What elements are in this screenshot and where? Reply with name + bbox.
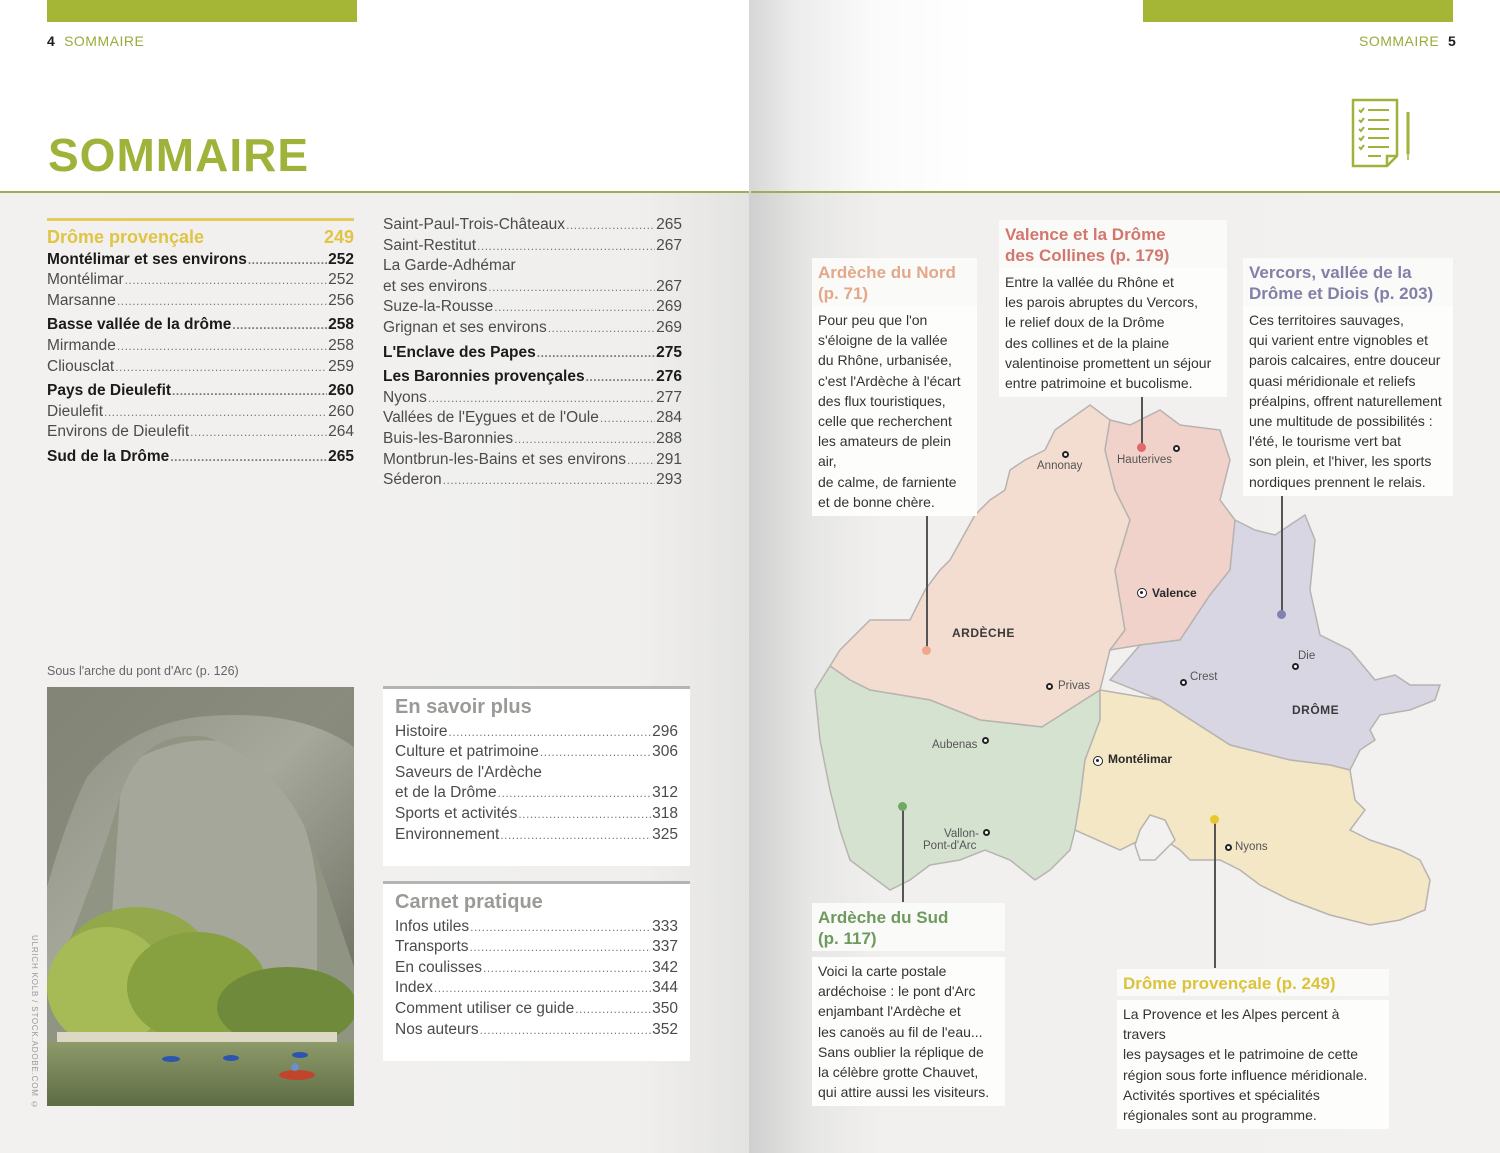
city-marker (1062, 451, 1069, 458)
callout-text-line: parois calcaires, entre douceur (1249, 352, 1441, 369)
toc-entry[interactable] (395, 742, 678, 763)
toc-entry-page: 337 (652, 938, 678, 956)
callout-text-line: du Rhône, urbanisée, (818, 352, 952, 369)
toc-entry-page: 260 (328, 382, 354, 400)
leader-line (1141, 395, 1143, 447)
dot-leader (470, 937, 652, 958)
callout-title-line: Vercors, vallée de la (1249, 263, 1412, 282)
callout-text-line: régionales sont au programme. (1123, 1107, 1317, 1124)
city-crest: Crest (1190, 671, 1218, 683)
dot-leader (494, 297, 655, 318)
toc-entry-page: 350 (652, 999, 678, 1017)
toc-entry[interactable] (47, 447, 354, 468)
dot-leader (170, 447, 327, 468)
toc-entry-label: Saveurs de l'Ardèche (395, 763, 542, 781)
callout-vercors[interactable] (1243, 258, 1453, 496)
dot-leader (627, 450, 655, 471)
callout-title (812, 258, 977, 306)
toc-entry-page: 306 (652, 743, 678, 761)
toc-column-1 (47, 218, 354, 468)
callout-text-line: ardéchoise : le pont d'Arc (818, 983, 976, 1000)
toc-entry-page: 269 (656, 318, 682, 336)
city-nyons: Nyons (1235, 841, 1268, 853)
toc-entry-page: 333 (652, 917, 678, 935)
dot-leader (477, 236, 655, 257)
callout-drome-provencale[interactable] (1117, 969, 1389, 1129)
callout-body (999, 268, 1227, 397)
toc-entry-label: En coulisses (395, 958, 483, 976)
photo-illustration (47, 687, 354, 1106)
toc-entry[interactable] (47, 357, 354, 378)
callout-text-line: Voici la carte postale (818, 963, 947, 979)
dot-leader (104, 402, 327, 423)
city-privas: Privas (1058, 680, 1090, 692)
toc-entry[interactable] (47, 336, 354, 357)
callout-title-line: Drôme et Diois (p. 203) (1249, 284, 1434, 303)
toc-entry[interactable] (383, 388, 682, 409)
toc-entry[interactable] (395, 978, 678, 999)
toc-entry[interactable] (47, 270, 354, 291)
toc-entry-page: 252 (328, 250, 354, 268)
toc-entry-label: Les Baronnies provençales (383, 368, 585, 386)
dot-leader (480, 1020, 652, 1041)
callout-text-line: valentinoise promettent un séjour (1005, 354, 1212, 371)
toc-entry-label: Cliousclat (47, 357, 115, 375)
toc-entry[interactable] (383, 318, 682, 339)
map-label-ardeche: ARDÈCHE (952, 626, 1015, 640)
callout-body (1243, 306, 1453, 496)
toc-entry-page: 277 (656, 388, 682, 406)
toc-entry-page: 325 (652, 825, 678, 843)
leader-line (1281, 492, 1283, 614)
callout-body (812, 957, 1005, 1106)
toc-entry[interactable] (383, 429, 682, 450)
leader-line (902, 807, 904, 902)
toc-entry[interactable] (395, 804, 678, 825)
toc-entry-label: L'Enclave des Papes (383, 343, 536, 361)
page-title: SOMMAIRE (48, 129, 309, 181)
city-marker (983, 829, 990, 836)
toc-entry-label: Buis-les-Baronnies (383, 429, 514, 447)
callout-text-line: la célèbre grotte Chauvet, (818, 1064, 979, 1081)
dot-leader (125, 270, 327, 291)
toc-column-2 (383, 215, 682, 491)
toc-entry[interactable] (383, 236, 682, 257)
dot-leader (470, 917, 651, 938)
city-aubenas: Aubenas (932, 739, 978, 751)
city-marker (982, 737, 989, 744)
prefecture-marker (1137, 588, 1147, 598)
toc-entry[interactable] (395, 937, 678, 958)
callout-text-line: préalpins, offrent naturellement (1249, 392, 1442, 409)
toc-list (47, 250, 354, 468)
callout-title-line: (p. 71) (818, 284, 869, 303)
toc-entry-label: Saint-Restitut (383, 236, 477, 254)
callout-text-line: nordiques prennent le relais. (1249, 473, 1426, 490)
callout-text-line: des flux touristiques, (818, 392, 946, 409)
callout-text-line: des collines et de la plaine (1005, 334, 1170, 351)
dot-leader (232, 315, 327, 336)
toc-entry-page: 318 (652, 804, 678, 822)
toc-entry-page: 265 (656, 216, 682, 233)
toc-entry-label: Suze-la-Rousse (383, 298, 494, 316)
toc-entry[interactable] (395, 783, 678, 804)
pin-valence (1137, 443, 1146, 452)
toc-entry[interactable] (395, 999, 678, 1020)
callout-title-line: des Collines (p. 179) (1005, 246, 1170, 265)
toc-entry-page: 352 (652, 1020, 678, 1038)
toc-entry-page: 342 (652, 958, 678, 976)
toc-entry-label: Histoire (395, 722, 448, 740)
en-savoir-plus-title: En savoir plus (395, 696, 532, 718)
toc-entry-label: Infos utiles (395, 917, 470, 935)
callout-text-line: région sous forte influence méridionale. (1123, 1066, 1368, 1083)
toc-entry-page: 296 (652, 722, 678, 740)
callout-text-line: Entre la vallée du Rhône et (1005, 274, 1174, 290)
city-montelimar: Montélimar (1108, 752, 1173, 766)
left-page (0, 0, 749, 1153)
toc-entry-label: Mirmande (47, 336, 116, 354)
toc-entry-label: Pays de Dieulefit (47, 382, 172, 400)
toc-entry[interactable] (47, 381, 354, 402)
toc-entry-label: Index (395, 979, 433, 997)
callout-ardeche-nord[interactable] (812, 258, 977, 516)
dot-leader (248, 250, 327, 271)
toc-entry-page: 269 (656, 298, 682, 316)
callout-text-line: une multitude de possibilités : (1249, 413, 1433, 430)
dot-leader (190, 422, 327, 443)
toc-entry[interactable] (47, 250, 354, 271)
city-marker (1292, 663, 1299, 670)
dot-leader (428, 388, 655, 409)
toc-entry-page: 256 (328, 291, 354, 309)
callout-text-line: le relief doux de la Drôme (1005, 314, 1165, 331)
toc-entry[interactable] (383, 297, 682, 318)
pin-drome-provencale (1210, 815, 1219, 824)
callout-text-line: entre patrimoine et bucolisme. (1005, 375, 1193, 392)
toc-entry-page: 276 (656, 368, 682, 386)
city-vallon: Vallon- (944, 828, 979, 840)
toc-entry[interactable] (383, 343, 682, 364)
toc-entry-page: 259 (328, 357, 354, 375)
callout-title-line: Ardèche du Sud (818, 908, 949, 927)
toc-entry-label: Grignan et ses environs (383, 318, 547, 336)
en-savoir-plus-list (395, 722, 678, 846)
dot-leader (434, 978, 651, 999)
dot-leader (566, 215, 655, 236)
toc-entry[interactable] (383, 450, 682, 471)
toc-entry[interactable] (383, 215, 682, 236)
dot-leader (488, 277, 655, 298)
city-annonay: Annonay (1037, 460, 1083, 472)
callout-text-line: enjambant l'Ardèche et (818, 1003, 961, 1020)
toc-entry-page: 293 (656, 471, 682, 489)
toc-entry-page: 258 (328, 336, 354, 354)
toc-entry-label: Montbrun-les-Bains et ses environs (383, 450, 626, 468)
callout-title-line: Drôme provençale (p. 249) (1123, 974, 1336, 993)
carnet-pratique-box (383, 881, 690, 1061)
toc-entry-label: Basse vallée de la drôme (47, 316, 232, 334)
callout-text-line: c'est l'Ardèche à l'écart (818, 372, 961, 389)
prefecture-marker (1093, 756, 1103, 766)
callout-title (1117, 969, 1389, 996)
callout-text-line: et de bonne chère. (818, 493, 935, 510)
toc-entry-label: Environnement (395, 825, 500, 843)
toc-entry-label: Dieulefit (47, 402, 103, 420)
toc-entry-label: Transports (395, 938, 469, 956)
callout-title-line: Valence et la Drôme (1005, 225, 1166, 244)
toc-entry[interactable] (383, 256, 682, 277)
callout-text-line: qui attire aussi les visiteurs. (818, 1084, 990, 1101)
toc-list (383, 215, 682, 491)
callout-title (1243, 258, 1453, 306)
callout-body (1117, 1000, 1389, 1129)
map-label-drome: DRÔME (1292, 703, 1340, 717)
callout-text-line: Sans oublier la réplique de (818, 1043, 984, 1060)
callout-title (812, 903, 1005, 951)
toc-entry[interactable] (395, 958, 678, 979)
pin-ardeche-sud (898, 802, 907, 811)
toc-entry[interactable] (383, 408, 682, 429)
city-marker (1046, 683, 1053, 690)
toc-entry-page: 264 (328, 423, 354, 441)
city-vallon-2: Pont-d'Arc (923, 840, 977, 852)
dot-leader (443, 470, 656, 491)
toc-entry-label: Sud de la Drôme (47, 447, 170, 465)
toc-entry-page: 260 (328, 402, 354, 420)
callout-text-line: les paysages et le patrimoine de cette (1123, 1046, 1359, 1063)
toc-entry-label: et ses environs (383, 277, 488, 295)
callout-text-line: quasi méridionale et reliefs (1249, 372, 1416, 389)
toc-entry[interactable] (47, 422, 354, 443)
toc-entry-label: Montélimar et ses environs (47, 250, 247, 268)
page-number: 4 (47, 33, 56, 49)
toc-entry[interactable] (383, 367, 682, 388)
running-head-left (47, 33, 144, 49)
running-head-right (1359, 33, 1456, 49)
callout-title-line: (p. 117) (818, 929, 877, 948)
dot-leader (586, 367, 656, 388)
running-head-text: SOMMAIRE (64, 33, 145, 49)
callout-title-line: Ardèche du Nord (818, 263, 956, 282)
toc-entry-label: Culture et patrimoine (395, 743, 539, 761)
toc-entry-page: 291 (656, 450, 682, 468)
callout-text-line: l'été, le tourisme vert bat (1249, 433, 1402, 450)
dot-leader (514, 429, 655, 450)
toc-entry-label: Nos auteurs (395, 1020, 479, 1038)
toc-entry[interactable] (383, 277, 682, 298)
toc-entry-page: 258 (328, 316, 354, 334)
toc-section-title: Drôme provençale (47, 227, 205, 247)
dot-leader (449, 722, 652, 743)
dot-leader (115, 357, 327, 378)
toc-entry-label: Environs de Dieulefit (47, 423, 190, 441)
city-marker (1225, 844, 1232, 851)
toc-entry-page: 267 (656, 277, 682, 295)
dot-leader (518, 804, 651, 825)
toc-entry-label: Marsanne (47, 291, 116, 309)
toc-entry-page: 312 (652, 784, 678, 802)
toc-entry-label: Sports et activités (395, 804, 518, 822)
dot-leader (548, 318, 655, 339)
toc-entry[interactable] (395, 722, 678, 743)
city-marker (1180, 679, 1187, 686)
callout-valence[interactable] (999, 220, 1227, 397)
dot-leader (540, 742, 651, 763)
callout-text-line: Pour peu que l'on (818, 312, 928, 328)
toc-entry[interactable] (47, 291, 354, 312)
toc-entry[interactable] (395, 917, 678, 938)
callout-text-line: celle que recherchent (818, 413, 952, 430)
toc-section-header[interactable] (47, 218, 354, 248)
toc-entry-page: 252 (328, 271, 354, 289)
callout-text-line: de calme, de farniente (818, 473, 957, 490)
dot-leader (575, 999, 651, 1020)
city-marker (1173, 445, 1180, 452)
toc-entry-page: 344 (652, 979, 678, 997)
toc-entry-page: 284 (656, 409, 682, 427)
checklist-document-icon (1351, 98, 1413, 175)
running-head-text: SOMMAIRE (1359, 33, 1440, 49)
callout-text-line: Ces territoires sauvages, (1249, 312, 1404, 328)
pont-d-arc-photo (47, 687, 354, 1106)
toc-entry[interactable] (395, 1020, 678, 1041)
en-savoir-plus-box (383, 686, 690, 866)
carnet-pratique-list (395, 917, 678, 1041)
toc-entry-page: 265 (328, 447, 354, 465)
callout-text-line: La Provence et les Alpes percent à travers (1123, 1006, 1340, 1043)
dot-leader (483, 958, 651, 979)
toc-entry-label: Comment utiliser ce guide (395, 999, 575, 1017)
top-color-bar (47, 0, 357, 22)
carnet-pratique-title: Carnet pratique (395, 891, 543, 913)
toc-entry-label: Vallées de l'Eygues et de l'Oule (383, 409, 599, 427)
callout-text-line: s'éloigne de la vallée (818, 332, 948, 349)
toc-section-page: 249 (323, 227, 354, 247)
dot-leader (172, 381, 327, 402)
toc-entry-label: Nyons (383, 388, 427, 406)
toc-entry-page: 288 (656, 429, 682, 447)
photo-credit: ULRICH KOLB / STOCK.ADOBE.COM © (30, 935, 39, 1110)
dot-leader (117, 336, 327, 357)
callout-body (812, 306, 977, 516)
toc-entry-label: La Garde-Adhémar (383, 257, 516, 275)
toc-entry-label: et de la Drôme (395, 784, 497, 802)
leader-line (1214, 820, 1216, 968)
page-number: 5 (1448, 33, 1457, 49)
callout-text-line: les parois abruptes du Vercors, (1005, 294, 1198, 311)
toc-entry[interactable] (47, 402, 354, 423)
pin-vercors (1277, 610, 1286, 619)
top-color-bar (1143, 0, 1453, 22)
callout-text-line: les amateurs de plein air, (818, 433, 952, 470)
dot-leader (537, 343, 655, 364)
toc-entry-page: 267 (656, 236, 682, 254)
dot-leader (117, 291, 327, 312)
dot-leader (600, 408, 655, 429)
toc-entry-label: Montélimar (47, 271, 124, 289)
callout-text-line: son plein, et l'hiver, les sports (1249, 453, 1432, 470)
dot-leader (498, 783, 651, 804)
toc-entry[interactable] (395, 825, 678, 846)
toc-entry-page: 275 (656, 343, 682, 361)
toc-entry[interactable] (395, 763, 678, 784)
dot-leader (500, 825, 651, 846)
photo-caption: Sous l'arche du pont d'Arc (p. 126) (47, 664, 239, 678)
city-valence: Valence (1152, 586, 1197, 600)
pin-ardeche-nord (922, 646, 931, 655)
city-die: Die (1298, 650, 1316, 662)
toc-entry-label: Séderon (383, 471, 442, 489)
title-divider (751, 191, 1500, 193)
callout-ardeche-sud[interactable] (812, 903, 1005, 1106)
callout-text-line: les canoës au fil de l'eau... (818, 1023, 983, 1040)
toc-entry-label: Saint-Paul-Trois-Châteaux (383, 216, 566, 233)
callout-text-line: Activités sportives et spécialités (1123, 1086, 1320, 1103)
toc-entry[interactable] (383, 470, 682, 491)
title-divider (0, 191, 749, 193)
city-hauterives: Hauterives (1117, 454, 1172, 466)
toc-entry[interactable] (47, 315, 354, 336)
callout-text-line: qui varient entre vignobles et (1249, 332, 1428, 349)
callout-title (999, 220, 1227, 268)
